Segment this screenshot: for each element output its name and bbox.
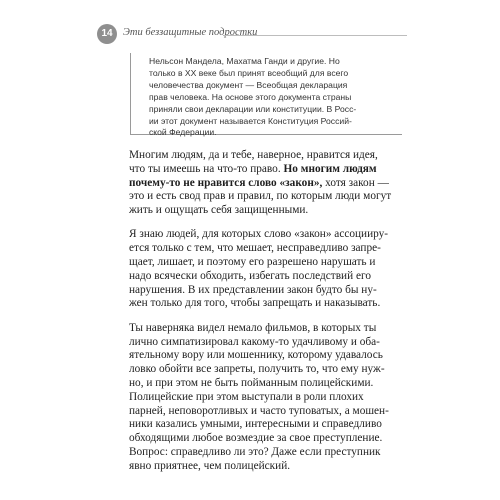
paragraph-3 [129, 322, 404, 474]
text-line: Многим людям, да и тебе, наверное, нравится идея, [129, 149, 378, 161]
sidebar-text [149, 56, 404, 139]
header-rule [223, 35, 407, 36]
body-text [129, 149, 404, 484]
text-line: нарушения. В их представлении закон будто бы ну- [129, 283, 377, 296]
text-line: ется только с тем, что мешает, несправедливо запре- [129, 242, 381, 255]
text-line: Полицейские при этом выступали в роли плохих [129, 390, 364, 403]
text-line: жен только для того, чтобы запрещать и наказывать. [129, 297, 381, 310]
sidebar-line: прав человека. На основе этого документа страны [149, 91, 352, 102]
text-line: парней, неповоротливых и часто туповатых, а мошен- [129, 404, 389, 417]
paragraph-2 [129, 228, 404, 311]
sidebar-line: ской Федерации. [149, 127, 217, 138]
sidebar-line: приняли свои декларации или конституции. В Росс- [149, 103, 357, 114]
sidebar-line: человечества документ — Всеобщая декларация [149, 79, 348, 90]
paragraph-1 [129, 149, 404, 218]
sidebar-line: только в XX веке был принят всеобщий для всего [149, 67, 349, 78]
page-number: 14 [97, 24, 117, 44]
sidebar-line: Нельсон Мандела, Махатма Ганди и другие. Но [149, 56, 340, 66]
text-line: обходящими любое возмездие за свое преступление. [129, 432, 383, 445]
text-span: хотя закон — [325, 176, 389, 189]
page-header [97, 24, 407, 44]
running-title: Эти беззащитные подростки [123, 27, 258, 38]
text-line: ники казались умными, интересными и справедливо [129, 418, 382, 431]
text-line [129, 177, 404, 191]
text-line: Ты наверняка видел немало фильмов, в которых ты [129, 321, 377, 334]
text-line: Вопрос: справедливо ли это? Даже если преступник [129, 445, 381, 458]
text-line: но, и при этом не быть пойманным полицейскими. [129, 376, 374, 389]
text-line: щает, лишает, и поэтому его разрешено нарушать и [129, 256, 376, 269]
sidebar-line: ии этот документ называется Конституция Россий- [149, 115, 352, 126]
text-line: ловко обойти все запреты, получить то, что ему нуж- [129, 363, 385, 376]
text-line: явно приятнее, чем полицейский. [129, 459, 291, 472]
text-span: что ты имеешь на что-то право. [129, 162, 281, 175]
text-line [129, 163, 404, 177]
text-line: это и есть свод прав и правил, по которым люди могут [129, 190, 392, 203]
bold-span: почему-то не нравится слово «закон», [129, 176, 323, 189]
text-line: ятельному вору или мошеннику, которому удавалось [129, 349, 383, 362]
text-line: лично симпатизировал какому-то удачливому и оба- [129, 335, 380, 348]
text-line: Я знаю людей, для которых слово «закон» ассоцииру- [129, 228, 389, 241]
text-line: жить и ощущать себя защищенными. [129, 204, 309, 217]
text-line: надо всячески обходить, избегать последствий его [129, 269, 371, 282]
bold-span: Но многим людям [283, 162, 377, 175]
